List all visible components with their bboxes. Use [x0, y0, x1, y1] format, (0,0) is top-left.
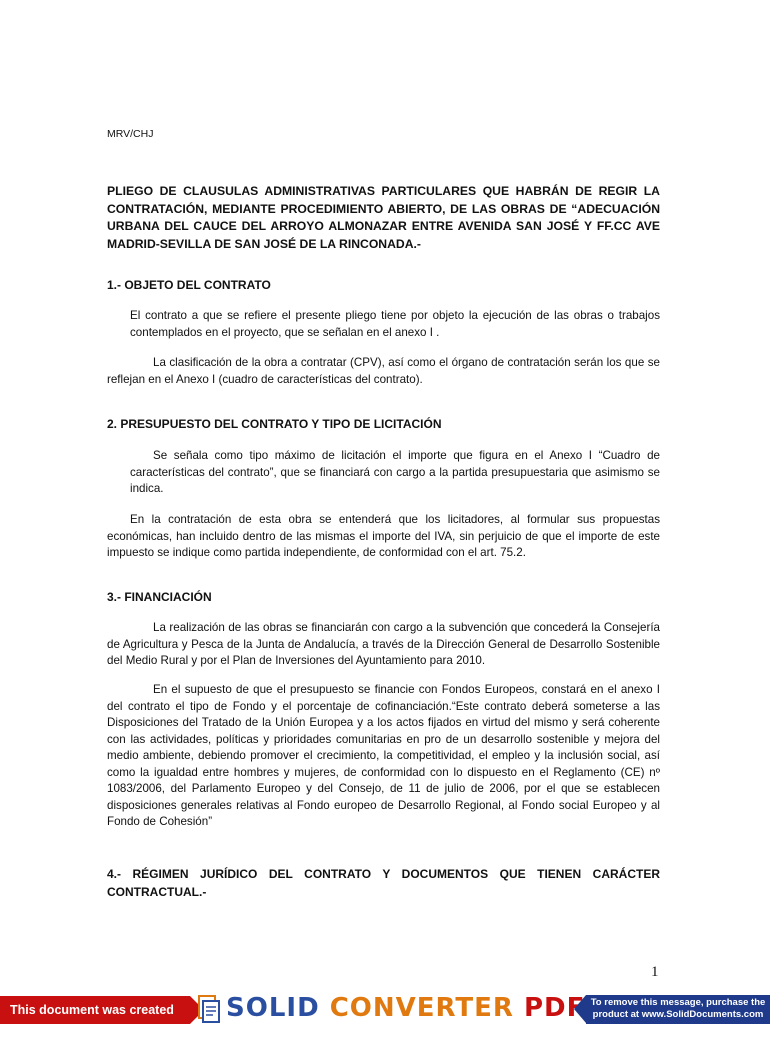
document-reference: MRV/CHJ: [107, 128, 154, 140]
section-3-heading: 3.- FINANCIACIÓN: [107, 590, 212, 604]
converter-banner[interactable]: [0, 993, 770, 1045]
section-2-heading: 2. PRESUPUESTO DEL CONTRATO Y TIPO DE LICITACIÓN: [107, 417, 442, 431]
brand-solid-text: SOLID: [226, 993, 320, 1023]
document-title: PLIEGO DE CLAUSULAS ADMINISTRATIVAS PARTICULARES QUE HABRÁN DE REGIR LA CONTRATACIÓN, MEDIANTE PROCEDIMIENTO ABIERTO, DE LAS OBRAS DE “ADECUACIÓN URBANA DEL CAUCE DEL ARROYO ALMONAZAR ENTRE AVENIDA SAN JOSÉ Y FF.CC AVE MADRID-SEVILLA DE SAN JOSÉ DE LA RINCONADA.-: [107, 184, 660, 251]
section-1-paragraph-1: El contrato a que se refiere el presente pliego tiene por objeto la ejecución de las obras o trabajos contemplados en el proyecto, que se señalan en el anexo I .: [130, 309, 660, 339]
section-2-paragraph-1: Se señala como tipo máximo de licitación el importe que figura en el Anexo I “Cuadro de características del contrato”, que se financiará con cargo a la partida presupuestaria que asimismo se indica.: [130, 449, 660, 495]
document-logo-icon: [197, 994, 221, 1024]
section-3-paragraph-2: En el supuesto de que el presupuesto se financie con Fondos Europeos, constará en el anexo I del contrato el tipo de Fondo y el porcentaje de cofinanciación.“Este contrato deberá someterse a las Disposiciones del Tratado de la Unión Europea y a los actos fijados en virtud del mismo y será coherente con las actividades, políticas y prioridades comunitarias en pro de un desarrollo sostenible y mejora del medio ambiente, debiendo promover el crecimiento, la competitividad, el empleo y la inclusión social, así como la igualdad entre hombres y mujeres, de conformidad con lo dispuesto en el Reglamento (CE) nº 1083/2006, del Parlamento Europeo y del Consejo, de 11 de julio de 2006, por el que se establecen disposiciones generales relativas al Fondo europeo de Desarrollo Regional, al Fondo social Europeo y al Fondo de Cohesión”: [107, 683, 660, 828]
purchase-text-line2: product at www.SolidDocuments.com: [592, 1009, 764, 1020]
banner-created-using-label: This document was created using: [0, 996, 190, 1024]
section-2-paragraph-2: En la contratación de esta obra se entenderá que los licitadores, al formular sus propuestas económicas, han incluido dentro de las mismas el importe del IVA, sin perjuicio de que el importe de este impuesto se indique como partida independiente, de conformidad con el art. 75.2.: [107, 513, 660, 559]
section-1-paragraph-2: La clasificación de la obra a contratar (CPV), así como el órgano de contratación serán los que se reflejan en el Anexo I (cuadro de características del contrato).: [107, 356, 660, 386]
page-number: 1: [651, 964, 659, 980]
section-1-heading: 1.- OBJETO DEL CONTRATO: [107, 278, 271, 292]
brand-pdf-text: PDF: [523, 993, 586, 1023]
purchase-link[interactable]: [586, 995, 770, 1024]
brand-converter-text: CONVERTER: [329, 993, 514, 1023]
section-4-heading: 4.- RÉGIMEN JURÍDICO DEL CONTRATO Y DOCUMENTOS QUE TIENEN CARÁCTER CONTRACTUAL.-: [107, 867, 660, 899]
purchase-text-line1: To remove this message, purchase the: [590, 997, 766, 1008]
section-3-paragraph-1: La realización de las obras se financiarán con cargo a la subvención que concederá la Consejería de Agricultura y Pesca de la Junta de Andalucía, a través de la Dirección General de Desarrollo Sostenible del Medio Rural y por el Plan de Inversiones del Ayuntamiento para 2010.: [107, 621, 660, 667]
solid-converter-logo: [226, 993, 585, 1023]
